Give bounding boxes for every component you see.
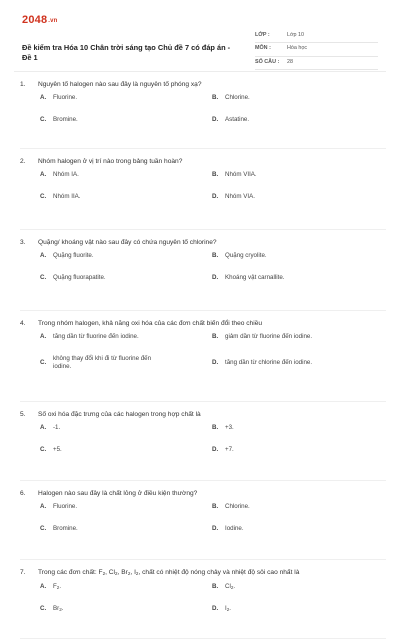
options-row [20,583,386,605]
logo-suffix: .vn [48,18,58,24]
question-text [20,319,386,328]
question-6 [20,489,386,560]
option-text: Fluorine. [53,503,78,510]
question-count-label: SỐ CÂU : [255,58,280,65]
question-stem: Quặng/ khoáng vật nào sau đây có chứa nguyên tố chlorine? [38,239,217,246]
meta-box [255,30,378,70]
question-stem: Halogen nào sau đây là chất lỏng ở điều kiện thường? [38,490,198,497]
option-letter: D. [212,525,219,532]
option-text: Khoáng vật carnallite. [225,274,285,281]
option-letter: C. [40,446,47,453]
options [20,171,386,215]
option-text: Chlorine. [225,503,250,510]
meta-row-subject [255,43,378,56]
question-text [20,410,386,419]
subscript: 2 [115,571,118,576]
options-row [20,355,386,381]
option-letter: B. [212,333,219,340]
option-letter: B. [212,503,219,510]
option-text: Bromine. [53,525,78,532]
formula-end: . [61,605,64,612]
option-letter: A. [40,94,47,101]
option-letter: B. [212,94,219,101]
option-text: tăng dần từ chlorine đến iodine. [225,359,313,366]
option-text: giảm dần từ fluorine đến iodine. [225,333,313,340]
subscript: 2 [127,571,131,576]
options-row [20,252,386,274]
subscript: 2 [59,607,62,612]
option-text: Quặng cryolite. [225,252,267,259]
stem-part: , Cl [105,569,116,576]
question-text [20,80,386,89]
option-text: Chlorine. [225,94,250,101]
question-stem: Trong nhóm halogen, khả năng oxi hóa của các đơn chất biến đổi theo chiều [38,320,263,327]
question-text [20,489,386,498]
option-letter: A. [40,503,47,510]
options [20,333,386,381]
option-text: tăng dần từ fluorine đến iodine. [53,333,139,340]
subject-value: Hóa học [287,45,308,52]
meta-row-question-count [255,57,378,70]
options-row [20,274,386,296]
option-letter: A. [40,333,47,340]
option-text: Nhóm IA. [53,171,79,178]
option-text: +5. [53,446,62,453]
option-text: Iodine. [225,525,244,532]
document-title: Đề kiểm tra Hóa 10 Chân trời sáng tạo Chủ đề 7 có đáp án - Đề 1 [22,43,231,62]
option-letter: A. [40,583,47,590]
question-stem [38,569,299,576]
option-text: Bromine. [53,116,78,123]
option-letter: C. [40,359,47,366]
option-text: -1. [53,424,61,431]
question-number: 1. [20,81,26,88]
option-letter: B. [212,583,219,590]
option-text: Nhóm VIIA. [225,171,257,178]
formula-base: I [225,605,227,612]
option-letter: A. [40,171,47,178]
question-number: 3. [20,239,26,246]
question-number: 2. [20,158,26,165]
question-count-value: 28 [287,58,293,65]
logo-text: 2048 [22,14,48,26]
option-letter: B. [212,252,219,259]
question-number: 4. [20,320,26,327]
subscript: 2 [226,607,230,612]
option-text: Fluorine. [53,94,78,101]
options-row [20,116,386,138]
option-text: Nhóm IIA. [53,193,81,200]
option-text: Astatine. [225,116,250,123]
question-3 [20,238,386,311]
option-letter: D. [212,274,219,281]
stem-part: , I [130,569,136,576]
option-text: +3. [225,424,234,431]
options [20,252,386,296]
grade-label: LỚP : [255,32,270,38]
option-text [53,605,187,614]
options [20,94,386,138]
option-text: không thay đổi khi đi từ fluorine đến iodine. [53,355,152,371]
formula-end: . [59,583,62,590]
grade-value: Lớp 10 [287,32,305,38]
option-letter: D. [212,193,219,200]
options-row [20,171,386,193]
option-letter: B. [212,424,219,431]
stem-part: Trong các đơn chất: F [38,569,103,576]
stem-part: , Br [117,569,128,576]
option-text: Quặng fluorite. [53,252,94,259]
formula-end: . [229,605,232,612]
options [20,583,386,627]
subscript: 2 [230,585,234,590]
formula-base: F [53,583,57,590]
options-row [20,424,386,446]
option-letter: C. [40,525,47,532]
option-letter: C. [40,605,47,612]
option-letter: B. [212,171,219,178]
options-row [20,525,386,547]
question-5 [20,410,386,481]
options-row [20,193,386,215]
question-stem: Số oxi hóa đặc trưng của các halogen trong hợp chất là [38,411,201,418]
subscript: 2 [102,571,106,576]
option-text: Quặng fluorapatite. [53,274,106,281]
options-row [20,446,386,468]
question-number: 7. [20,569,26,576]
question-text [20,157,386,166]
question-text [20,568,386,578]
question-list [20,80,386,639]
option-letter: C. [40,274,47,281]
option-letter: C. [40,193,47,200]
option-text [225,583,359,592]
formula-end: . [233,583,236,590]
header-divider [14,71,386,72]
options-row [20,333,386,355]
question-stem: Nguyên tố halogen nào sau đây là nguyên tố phóng xạ? [38,81,202,88]
site-logo[interactable] [22,14,58,26]
options [20,503,386,547]
options-row [20,94,386,116]
question-1 [20,80,386,149]
formula-base: Cl [225,583,231,590]
question-stem: Nhóm halogen ở vị trí nào trong bảng tuần hoàn? [38,158,183,165]
question-number: 5. [20,411,26,418]
question-2 [20,157,386,230]
header [22,14,378,64]
formula-base: Br [53,605,60,612]
question-text [20,238,386,247]
meta-row-grade [255,30,378,43]
option-letter: D. [212,359,219,366]
option-letter: D. [212,116,219,123]
option-text [53,583,187,592]
option-text: Nhóm VIA. [225,193,255,200]
option-letter: D. [212,605,219,612]
subscript: 2 [135,571,139,576]
option-text [225,605,359,614]
question-4 [20,319,386,402]
options-row [20,605,386,627]
option-text: +7. [225,446,234,453]
subscript: 2 [56,585,60,590]
option-letter: A. [40,252,47,259]
stem-part: , chất có nhiệt độ nóng chảy và nhiệt độ sôi cao nhất là [138,569,300,576]
question-number: 6. [20,490,26,497]
option-letter: A. [40,424,47,431]
option-letter: C. [40,116,47,123]
option-letter: D. [212,446,219,453]
subject-label: MÔN : [255,45,271,52]
options [20,424,386,468]
question-7 [20,568,386,639]
options-row [20,503,386,525]
